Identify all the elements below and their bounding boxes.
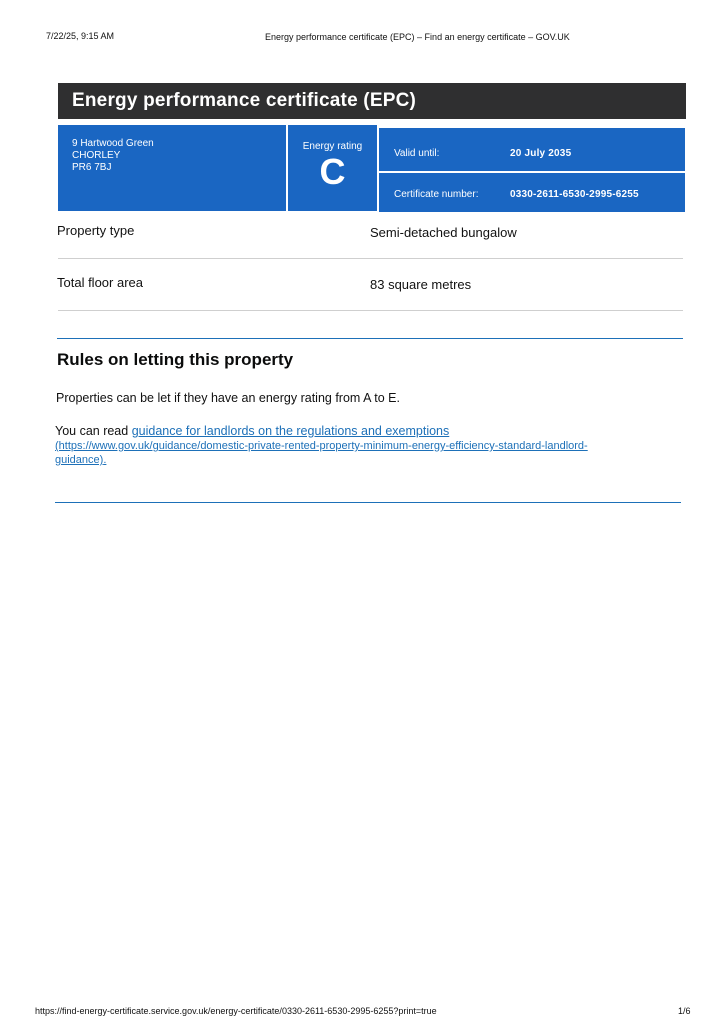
address-line: 9 Hartwood Green — [72, 138, 154, 149]
valid-until-value: 20 July 2035 — [510, 148, 572, 159]
guidance-prefix: You can read — [55, 424, 132, 438]
certificate-number-box — [379, 173, 685, 212]
certificate-number-value: 0330-2611-6530-2995-6255 — [510, 189, 639, 200]
property-type-label: Property type — [57, 223, 135, 238]
certificate-number-label: Certificate number: — [394, 189, 479, 200]
guidance-link[interactable]: guidance for landlords on the regulations and exemptions — [131, 424, 450, 438]
print-datetime: 7/22/25, 9:15 AM — [46, 31, 115, 41]
property-address — [58, 125, 286, 211]
rules-heading: Rules on letting this property — [57, 350, 294, 369]
address-line: CHORLEY — [72, 150, 121, 161]
print-page-title: Energy performance certificate (EPC) – Find an energy certificate – GOV.UK — [265, 32, 570, 42]
guidance-suffix: . — [103, 454, 107, 466]
floor-area-label: Total floor area — [57, 275, 143, 290]
property-type-value: Semi-detached bungalow — [370, 225, 517, 240]
guidance-url-line: guidance) — [55, 454, 104, 466]
address-line: PR6 7BJ — [72, 162, 112, 173]
guidance-paragraph — [55, 424, 655, 467]
certificate-title: Energy performance certificate (EPC) — [58, 83, 686, 119]
energy-rating-value: C — [319, 151, 346, 192]
section-divider — [55, 502, 681, 503]
energy-rating-label: Energy rating — [302, 141, 363, 152]
energy-rating-box — [288, 125, 377, 211]
guidance-url-line: (https://www.gov.uk/guidance/domestic-private-rented-property-minimum-energy-efficiency-standard-landlord- — [55, 440, 588, 452]
rules-paragraph: Properties can be let if they have an energy rating from A to E. — [56, 391, 400, 405]
floor-area-value: 83 square metres — [370, 277, 472, 292]
guidance-url[interactable] — [55, 439, 655, 467]
valid-until-label: Valid until: — [394, 148, 440, 159]
page-number: 1/6 — [678, 1006, 691, 1016]
print-header — [0, 31, 724, 45]
row-divider — [58, 310, 683, 311]
row-divider — [58, 258, 683, 259]
valid-until-box — [379, 128, 685, 171]
epc-summary-panel — [58, 125, 685, 212]
print-url: https://find-energy-certificate.service.gov.uk/energy-certificate/0330-2611-6530-2995-6255?print=true — [35, 1006, 437, 1016]
section-divider — [57, 338, 683, 339]
